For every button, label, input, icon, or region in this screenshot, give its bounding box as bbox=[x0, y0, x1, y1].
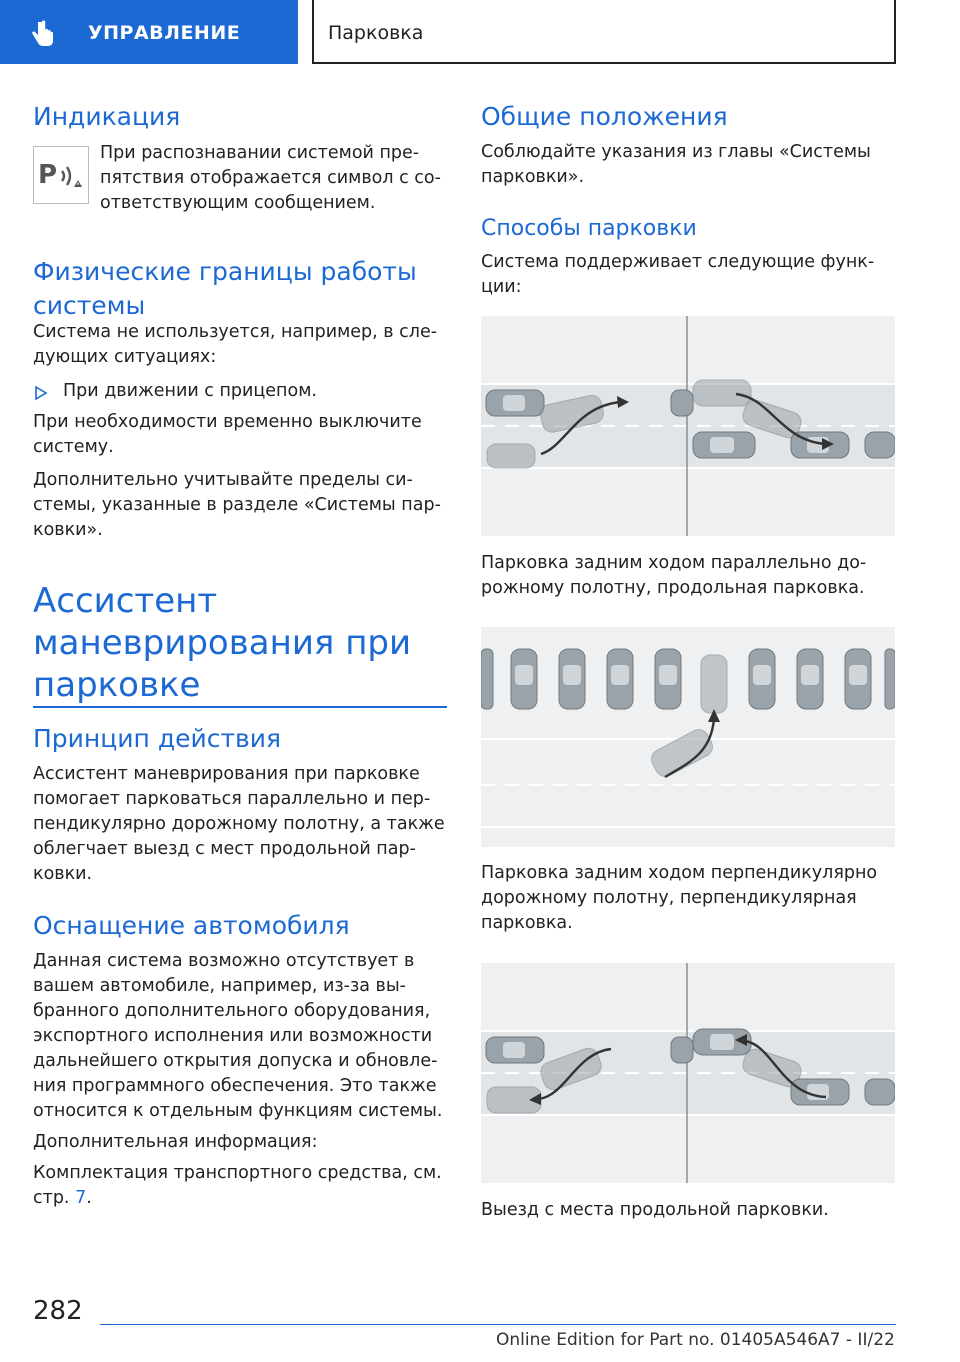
principle-text: Ассистент маневрирования при парковке помогает парковаться параллельно и пер- пендикулярно дорожному полотну, а также облегчает выезд с мест продольной пар- ковки. bbox=[33, 764, 445, 884]
section-label: УПРАВЛЕНИЕ bbox=[88, 22, 241, 44]
section-divider bbox=[33, 706, 447, 708]
limits-note-2: Дополнительно учитывайте пределы си- стемы, указанные в разделе «Системы пар- ковки». bbox=[33, 470, 441, 540]
indication-heading: Индикация bbox=[33, 102, 181, 131]
page-link[interactable]: 7 bbox=[75, 1188, 87, 1208]
parallel-parking-illustration bbox=[481, 316, 895, 536]
perpendicular-parking-illustration bbox=[481, 627, 895, 847]
exit-parking-diagram bbox=[481, 963, 895, 1183]
principle-heading: Принцип действия bbox=[33, 724, 282, 753]
section-tab[interactable] bbox=[0, 0, 298, 64]
page-number: 282 bbox=[33, 1296, 83, 1326]
parking-sensor-icon bbox=[33, 146, 89, 204]
assistant-heading: Ассистент маневрирования при парковке bbox=[33, 581, 412, 705]
exit-caption: Выезд с места продольной парковки. bbox=[481, 1200, 829, 1220]
perpendicular-parking-diagram bbox=[481, 627, 895, 847]
bullet-triangle-icon bbox=[34, 385, 48, 401]
equipment-text: Данная система возможно отсутствует в вашем автомобиле, например, из-за вы- бранного дополнительного оборудования, экспортного исполнения или возможности дальнейшего открытия допуска и обновле- ния программного обеспечения. Это также относится к отдельным функциям системы. bbox=[33, 951, 443, 1121]
svg-text:P: P bbox=[38, 160, 58, 190]
chapter-label: Парковка bbox=[328, 22, 424, 44]
parallel-parking-diagram bbox=[481, 316, 895, 536]
edition-footer: Online Edition for Part no. 01405A546A7 - II/22 bbox=[496, 1330, 895, 1350]
general-heading: Общие положения bbox=[481, 102, 728, 131]
limits-bullet: При движении с прицепом. bbox=[63, 381, 317, 401]
indication-text: При распознавании системой пре- пятствия отображается символ с со- ответствующим сообщением. bbox=[100, 143, 441, 213]
chapter-header[interactable] bbox=[312, 0, 896, 64]
equipment-reference: Комплектация транспортного средства, см. стр. 7. bbox=[33, 1163, 442, 1208]
more-info-label: Дополнительная информация: bbox=[33, 1132, 318, 1152]
limits-intro: Система не используется, например, в сле- дующих ситуациях: bbox=[33, 322, 438, 367]
equipment-heading: Оснащение автомобиля bbox=[33, 911, 350, 940]
parallel-caption: Парковка задним ходом параллельно до- рожному полотну, продольная парковка. bbox=[481, 553, 867, 598]
perpendicular-caption: Парковка задним ходом перпендикулярно дорожному полотну, перпендикулярная парковка. bbox=[481, 863, 878, 933]
methods-heading: Способы парковки bbox=[481, 216, 697, 241]
general-text: Соблюдайте указания из главы «Системы парковки». bbox=[481, 142, 871, 187]
exit-parking-illustration bbox=[481, 963, 895, 1183]
methods-text: Система поддерживает следующие функ- ции: bbox=[481, 252, 875, 297]
limits-heading: Физические границы работы системы bbox=[33, 257, 417, 320]
hand-pointer-icon bbox=[30, 20, 56, 48]
footer-rule bbox=[100, 1324, 896, 1325]
limits-note-1: При необходимости временно выключите систему. bbox=[33, 412, 422, 457]
